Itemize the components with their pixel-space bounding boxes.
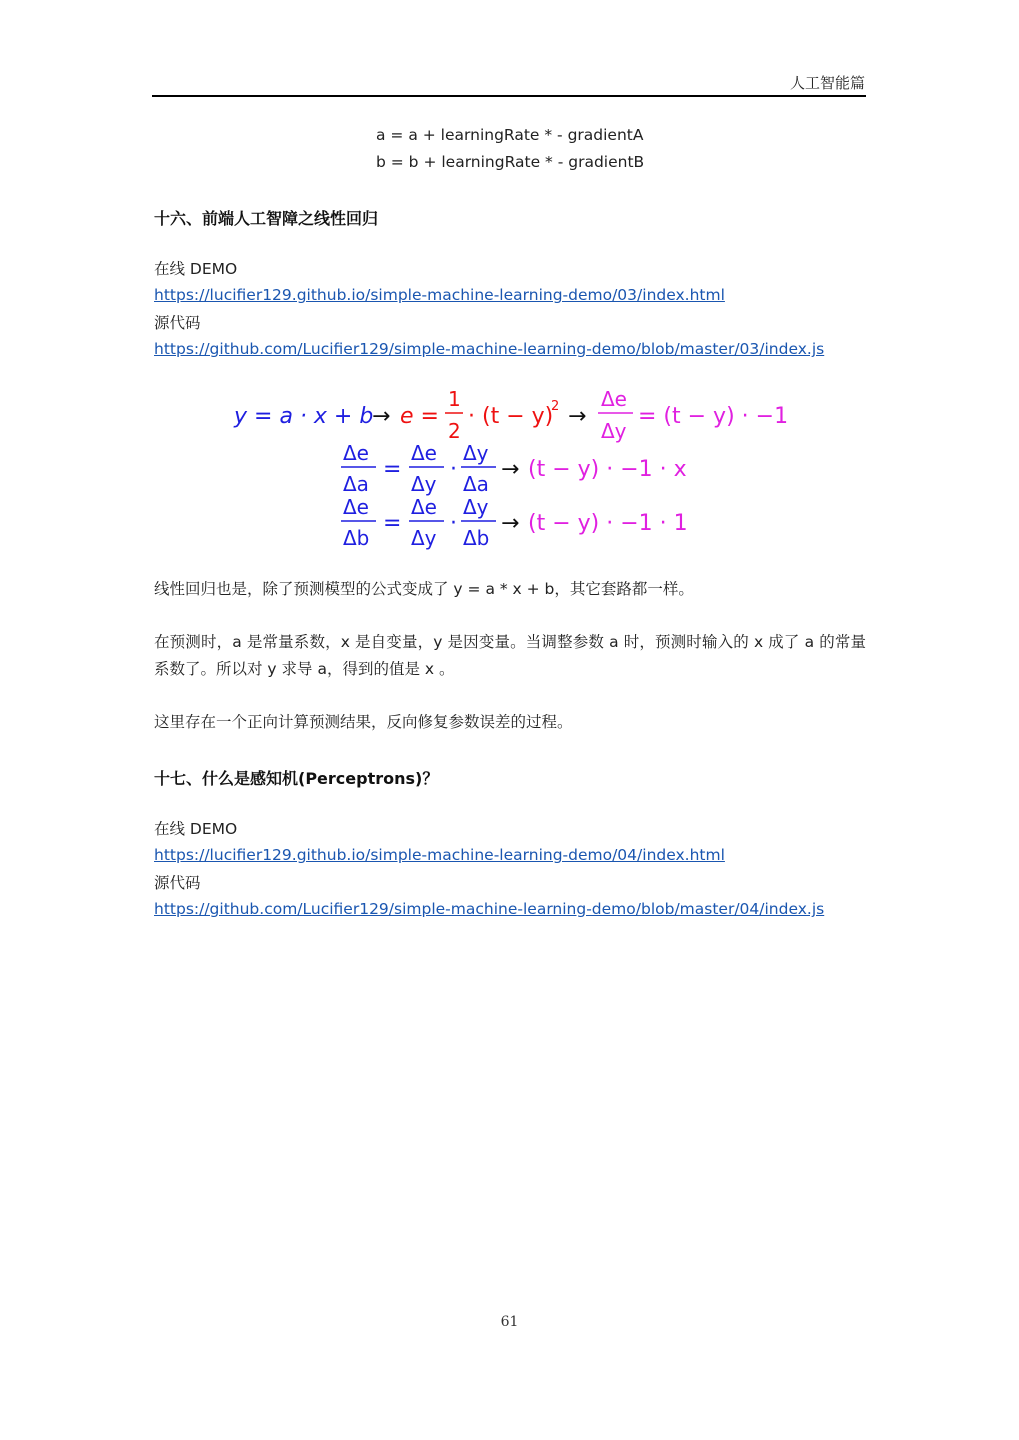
formula-dot: · xyxy=(450,457,457,482)
formula-b-result: (t − y) · −1 · 1 xyxy=(528,511,688,536)
formula-equals: = xyxy=(383,511,402,536)
formula-f2-num: Δy xyxy=(463,495,489,519)
paragraph-linear-regression: 线性回归也是，除了预测模型的公式变成了 y = a * x + b，其它套路都一样。 xyxy=(154,580,694,598)
formula-f2-num: Δy xyxy=(463,441,489,465)
formula-error-label: e = xyxy=(400,404,439,429)
paragraph-forward-backward: 这里存在一个正向计算预测结果，反向修复参数误差的过程。 xyxy=(154,713,573,731)
demo-link-04[interactable]: https://lucifier129.github.io/simple-machine-learning-demo/04/index.html xyxy=(154,846,725,864)
formula-derivative-result: = (t − y) · −1 xyxy=(638,404,789,429)
formula-half-num: 1 xyxy=(448,387,461,411)
formula-squared-error: · (t − y) xyxy=(468,404,554,429)
gradient-formula xyxy=(228,382,808,554)
header-rule xyxy=(152,95,866,97)
formula-frac-den: Δy xyxy=(601,419,627,443)
formula-model: y = a · x + b xyxy=(234,404,374,429)
formula-f2-den: Δb xyxy=(463,526,490,550)
formula-arrow: → xyxy=(501,457,520,482)
formula-half-den: 2 xyxy=(448,419,461,443)
formula-a-result: (t − y) · −1 · x xyxy=(528,457,687,482)
formula-lhs-num: Δe xyxy=(343,495,369,519)
demo-label: 在线 DEMO xyxy=(154,820,238,838)
formula-lhs-den: Δb xyxy=(343,526,370,550)
formula-f1-den: Δy xyxy=(411,526,437,550)
source-label: 源代码 xyxy=(154,874,201,892)
source-link-04[interactable]: https://github.com/Lucifier129/simple-machine-learning-demo/blob/master/04/index.js xyxy=(154,900,825,918)
code-line-b: b = b + learningRate * - gradientB xyxy=(376,153,645,171)
running-header: 人工智能篇 xyxy=(789,74,865,92)
source-label: 源代码 xyxy=(154,314,201,332)
section-16-heading: 十六、前端人工智障之线性回归 xyxy=(154,209,379,228)
code-line-a: a = a + learningRate * - gradientA xyxy=(376,126,644,144)
formula-lhs-num: Δe xyxy=(343,441,369,465)
formula-arrow: → xyxy=(501,511,520,536)
formula-exponent: 2 xyxy=(551,399,560,414)
paragraph-derivative-explanation: 在预测时，a 是常量系数，x 是自变量，y 是因变量。当调整参数 a 时，预测时输入的 x 成了 a 的常量系数了。所以对 y 求导 a，得到的值是 x 。 xyxy=(154,633,867,678)
formula-dot: · xyxy=(450,511,457,536)
formula-lhs-den: Δa xyxy=(343,472,369,496)
formula-f1-num: Δe xyxy=(411,495,437,519)
formula-f2-den: Δa xyxy=(463,472,489,496)
section-17-heading: 十七、什么是感知机(Perceptrons)？ xyxy=(154,769,439,788)
formula-frac-num: Δe xyxy=(601,387,627,411)
formula-arrow: → xyxy=(372,404,391,429)
formula-f1-den: Δy xyxy=(411,472,437,496)
formula-equals: = xyxy=(383,457,402,482)
formula-f1-num: Δe xyxy=(411,441,437,465)
demo-label: 在线 DEMO xyxy=(154,260,238,278)
formula-arrow: → xyxy=(568,404,587,429)
demo-link-03[interactable]: https://lucifier129.github.io/simple-machine-learning-demo/03/index.html xyxy=(154,286,725,304)
page-number: 61 xyxy=(500,1314,519,1330)
source-link-03[interactable]: https://github.com/Lucifier129/simple-machine-learning-demo/blob/master/03/index.js xyxy=(154,340,825,358)
